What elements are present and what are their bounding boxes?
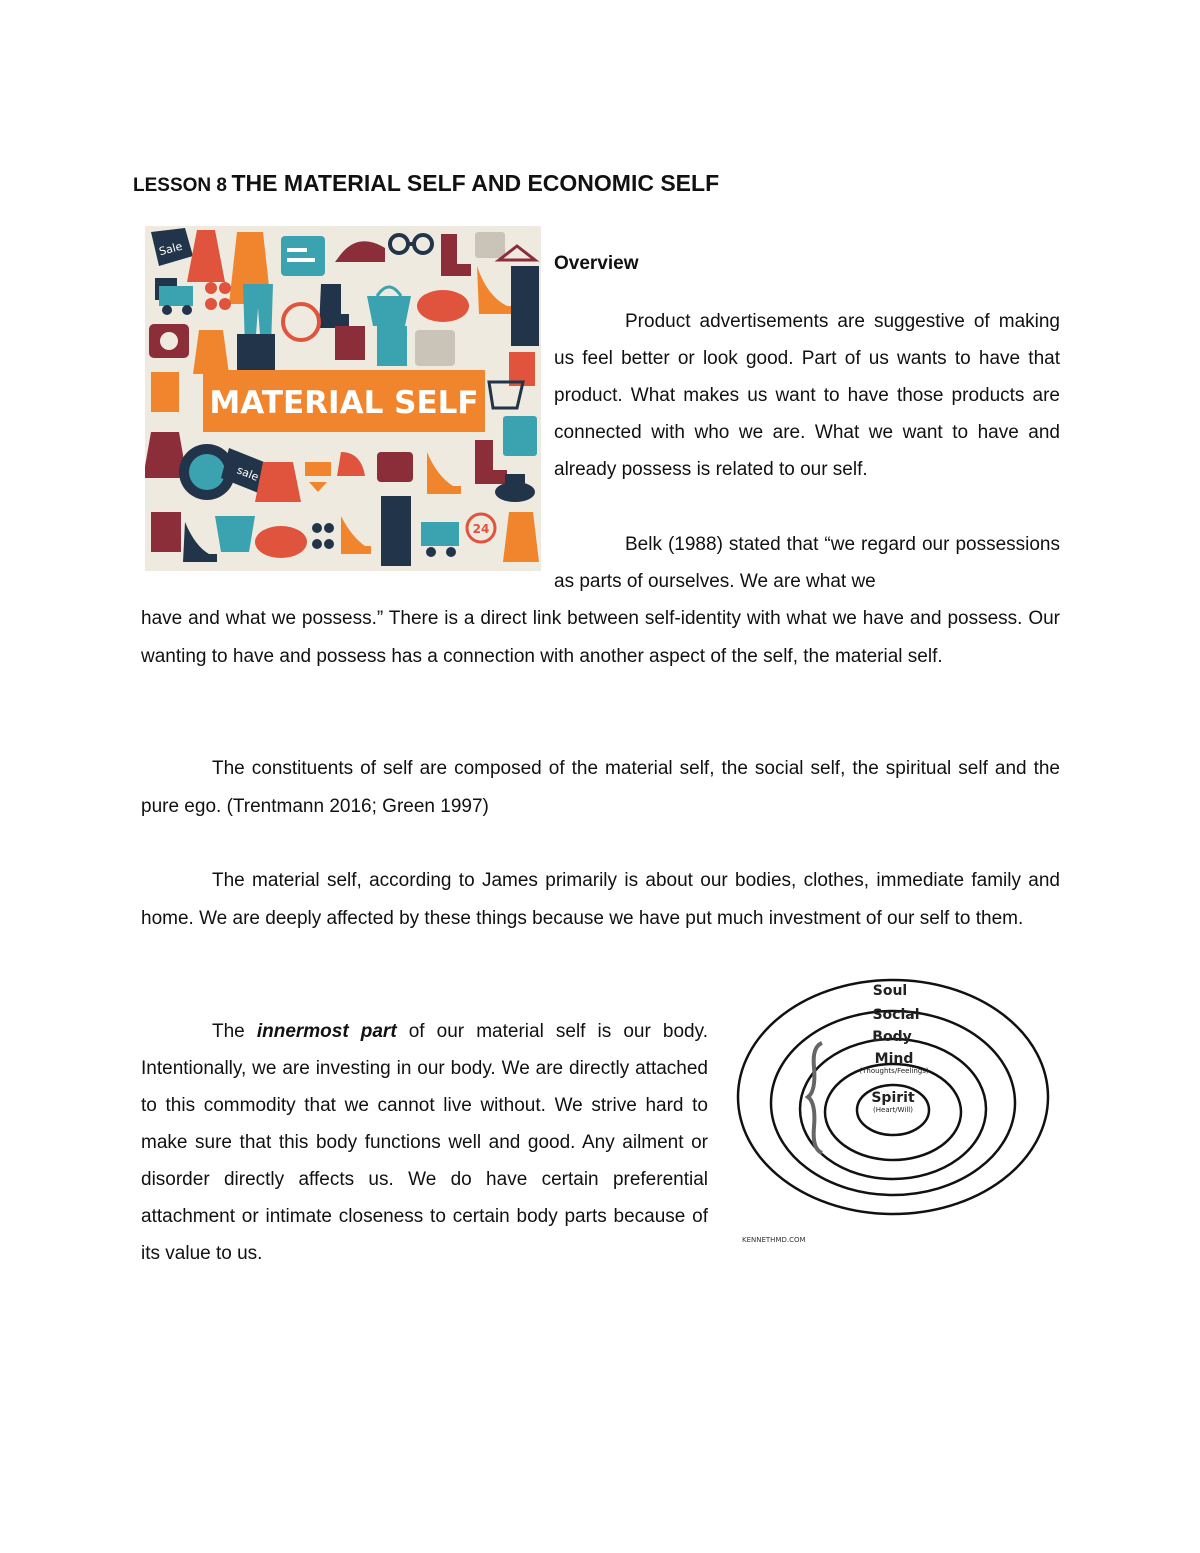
bracket-icon (808, 1043, 822, 1153)
lesson-heading: THE MATERIAL SELF AND ECONOMIC SELF (231, 170, 720, 196)
skirt-icon (255, 462, 301, 502)
ring-label-mind: Mind (874, 1051, 914, 1067)
bikini-icon (305, 462, 331, 476)
ring-label-body: Body (872, 1029, 912, 1045)
camera-icon-2 (377, 452, 413, 482)
ring-sublabel-mind: (Thoughts/Feelings) (859, 1067, 929, 1075)
p5-after: of our material self is our body. Intentionally, we are investing in our body. We are directly attached to this commodity that we cannot live without. We strive hard to make sure that this body functions well and good. Any ailment or disorder directly affects us. We do have certain preferential attachment or intimate closeness to certain body parts because of its value to us. (141, 1021, 708, 1264)
handbag-icon (237, 334, 275, 374)
constituents-paragraph: The constituents of self are composed of the material self, the social self, the spiritual self and the pure ego. (Trentmann 2016; Green 1997) (141, 758, 1060, 817)
p5-before: The (212, 1021, 257, 1042)
suit-icon (511, 266, 539, 346)
handbag-icon-2 (151, 512, 181, 552)
material-self-paragraph: The material self, according to James primarily is about our bodies, clothes, immediate family and home. We are deeply affected by these things because we have put much investment of our self to them. (141, 870, 1060, 929)
lesson-number: LESSON 8 (133, 175, 227, 196)
ring-label-spirit: Spirit (871, 1090, 915, 1106)
basket-icon-2 (215, 516, 255, 552)
svg-text:24: 24 (472, 522, 490, 536)
suit-icon-2 (381, 496, 411, 566)
svg-text:Sale: Sale (157, 239, 184, 259)
register-icon (415, 330, 455, 366)
overview-paragraph-1: Product advertisements are suggestive of making us feel better or look good. Part of us wants to have that product. What makes us want to have those products are connected with who we are. What we want to have and already possess is related to our self. (554, 311, 1060, 480)
hat-icon-3 (255, 526, 307, 558)
material-self-banner (203, 370, 485, 432)
page-title (133, 170, 719, 197)
sweater-icon (377, 326, 407, 366)
bag-icon (475, 232, 505, 258)
box-icon (281, 236, 325, 276)
overview-paragraph-2-rest: have and what we possess.” There is a direct link between self-identity with what we have and possess. Our wanting to have and possess has a connection with another aspect of the self, the material self. (141, 608, 1060, 667)
ring-label-soul: Soul (872, 983, 908, 999)
innermost-part-emphasis: innermost part (256, 1021, 397, 1042)
svg-text:MATERIAL SELF: MATERIAL SELF (209, 385, 479, 421)
box-icon-2 (503, 416, 537, 456)
self-circles-diagram (736, 977, 1054, 1247)
overview-heading: Overview (554, 253, 639, 274)
top-icon-2 (503, 512, 539, 562)
overview-paragraph-2-start: Belk (1988) stated that “we regard our possessions as parts of ourselves. We are what we (554, 534, 1060, 592)
shirt-icon (151, 372, 179, 412)
ring-sublabel-spirit: (Heart/Will) (873, 1106, 913, 1114)
purse-icon (335, 326, 365, 360)
svg-text:sale: sale (234, 463, 261, 484)
innermost-part-paragraph (141, 1013, 708, 1272)
ring-label-social: Social (872, 1007, 920, 1023)
diagram-credit: KENNETHMD.COM (742, 1236, 806, 1244)
top-icon (193, 330, 229, 374)
material-self-illustration (145, 226, 541, 571)
hat-icon (417, 290, 469, 322)
